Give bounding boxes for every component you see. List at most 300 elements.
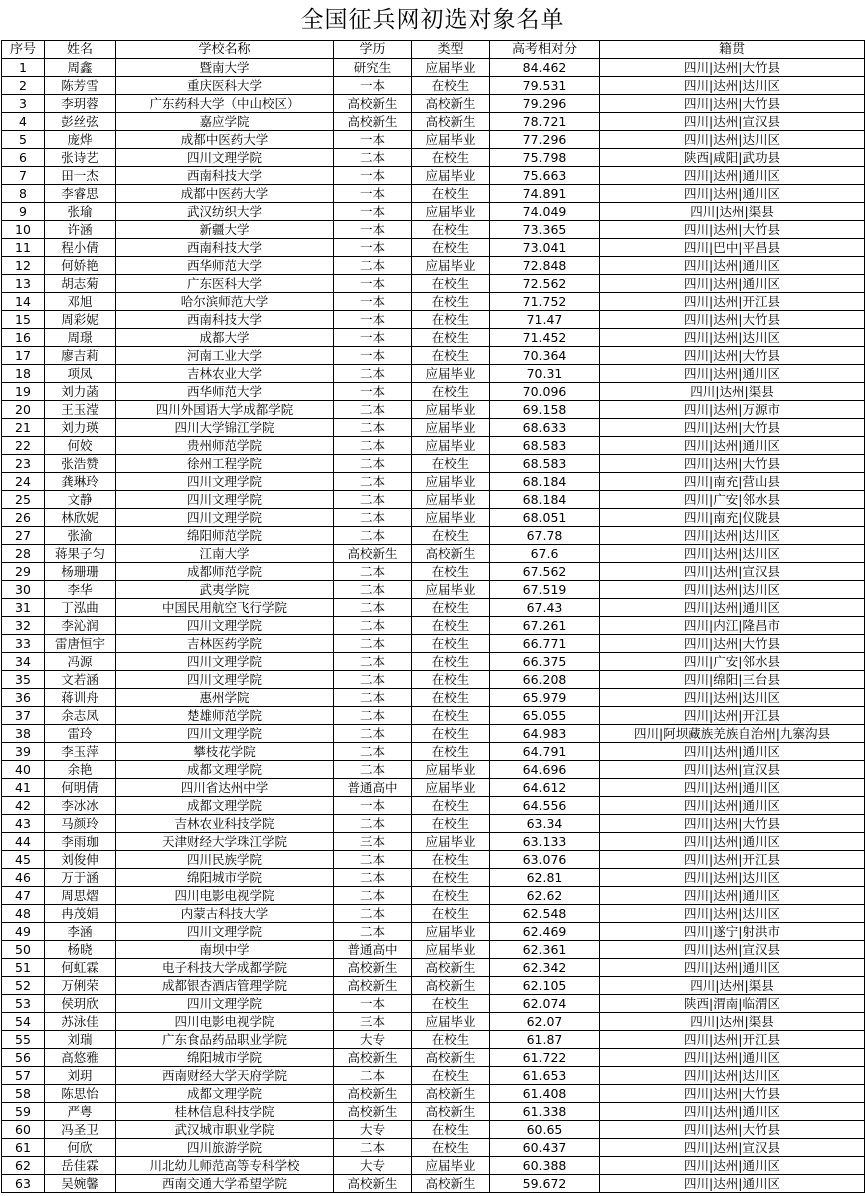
- cell-name: 冉茂娟: [45, 905, 116, 923]
- cell-education: 普通高中: [334, 779, 412, 797]
- cell-school: 川北幼儿师范高等专科学校: [116, 1157, 334, 1175]
- cell-education: 二本: [334, 887, 412, 905]
- header-hometown: 籍贯: [600, 41, 865, 59]
- cell-hometown: 四川|达州|大竹县: [600, 95, 865, 113]
- cell-score: 66.208: [490, 671, 600, 689]
- cell-school: 四川文理学院: [116, 995, 334, 1013]
- cell-school: 西南科技大学: [116, 239, 334, 257]
- table-row: [2, 995, 865, 1013]
- header-index: 序号: [2, 41, 45, 59]
- table-row: [2, 1157, 865, 1175]
- cell-index: 29: [2, 563, 45, 581]
- cell-type: 在校生: [412, 1139, 490, 1157]
- cell-index: 35: [2, 671, 45, 689]
- cell-index: 45: [2, 851, 45, 869]
- cell-score: 84.462: [490, 59, 600, 77]
- cell-hometown: 四川|达州|宣汉县: [600, 941, 865, 959]
- cell-score: 78.721: [490, 113, 600, 131]
- cell-name: 许涵: [45, 221, 116, 239]
- cell-score: 75.798: [490, 149, 600, 167]
- cell-school: 桂林信息科技学院: [116, 1103, 334, 1121]
- cell-hometown: 四川|达州|大竹县: [600, 815, 865, 833]
- cell-name: 何明倩: [45, 779, 116, 797]
- cell-hometown: 四川|阿坝藏族羌族自治州|九寨沟县: [600, 725, 865, 743]
- cell-hometown: 四川|达州|大竹县: [600, 455, 865, 473]
- cell-score: 73.365: [490, 221, 600, 239]
- cell-hometown: 四川|达州|通川区: [600, 959, 865, 977]
- cell-index: 38: [2, 725, 45, 743]
- cell-index: 25: [2, 491, 45, 509]
- cell-education: 二本: [334, 743, 412, 761]
- cell-education: 大专: [334, 1157, 412, 1175]
- cell-hometown: 四川|达州|达川区: [600, 905, 865, 923]
- cell-score: 65.055: [490, 707, 600, 725]
- cell-type: 在校生: [412, 851, 490, 869]
- cell-school: 惠州学院: [116, 689, 334, 707]
- cell-type: 在校生: [412, 995, 490, 1013]
- cell-index: 27: [2, 527, 45, 545]
- cell-index: 37: [2, 707, 45, 725]
- cell-name: 李玥蓉: [45, 95, 116, 113]
- cell-hometown: 陕西|咸阳|武功县: [600, 149, 865, 167]
- cell-index: 51: [2, 959, 45, 977]
- cell-type: 在校生: [412, 707, 490, 725]
- candidate-table: [1, 40, 865, 1193]
- table-row: [2, 77, 865, 95]
- cell-school: 楚雄师范学院: [116, 707, 334, 725]
- cell-school: 成都银杏酒店管理学院: [116, 977, 334, 995]
- cell-hometown: 四川|达州|渠县: [600, 977, 865, 995]
- cell-index: 53: [2, 995, 45, 1013]
- cell-education: 一本: [334, 167, 412, 185]
- cell-education: 二本: [334, 365, 412, 383]
- cell-type: 在校生: [412, 527, 490, 545]
- cell-name: 万于涵: [45, 869, 116, 887]
- cell-education: 二本: [334, 671, 412, 689]
- cell-hometown: 四川|达州|达川区: [600, 527, 865, 545]
- cell-education: 高校新生: [334, 1049, 412, 1067]
- cell-index: 48: [2, 905, 45, 923]
- cell-name: 李沁润: [45, 617, 116, 635]
- cell-name: 李冰冰: [45, 797, 116, 815]
- cell-score: 61.87: [490, 1031, 600, 1049]
- cell-score: 62.342: [490, 959, 600, 977]
- cell-education: 二本: [334, 923, 412, 941]
- cell-school: 四川文理学院: [116, 491, 334, 509]
- cell-school: 哈尔滨师范大学: [116, 293, 334, 311]
- cell-type: 应届毕业: [412, 419, 490, 437]
- cell-name: 刘俊伸: [45, 851, 116, 869]
- table-row: [2, 1085, 865, 1103]
- cell-hometown: 四川|达州|达川区: [600, 689, 865, 707]
- cell-type: 高校新生: [412, 959, 490, 977]
- cell-score: 64.556: [490, 797, 600, 815]
- cell-hometown: 四川|达州|达川区: [600, 131, 865, 149]
- cell-hometown: 四川|达州|通川区: [600, 365, 865, 383]
- cell-score: 71.452: [490, 329, 600, 347]
- cell-school: 绵阳师范学院: [116, 527, 334, 545]
- cell-index: 30: [2, 581, 45, 599]
- cell-name: 周璟: [45, 329, 116, 347]
- cell-score: 61.338: [490, 1103, 600, 1121]
- cell-type: 应届毕业: [412, 509, 490, 527]
- cell-type: 应届毕业: [412, 257, 490, 275]
- cell-name: 李华: [45, 581, 116, 599]
- cell-index: 1: [2, 59, 45, 77]
- table-row: [2, 347, 865, 365]
- cell-index: 16: [2, 329, 45, 347]
- cell-score: 65.979: [490, 689, 600, 707]
- cell-type: 在校生: [412, 617, 490, 635]
- cell-education: 高校新生: [334, 545, 412, 563]
- cell-index: 5: [2, 131, 45, 149]
- cell-education: 高校新生: [334, 113, 412, 131]
- table-row: [2, 923, 865, 941]
- cell-index: 14: [2, 293, 45, 311]
- cell-school: 成都中医药大学: [116, 131, 334, 149]
- cell-education: 一本: [334, 995, 412, 1013]
- cell-name: 刘瑞: [45, 1031, 116, 1049]
- cell-school: 西南交通大学希望学院: [116, 1175, 334, 1193]
- cell-name: 雷唐恒宇: [45, 635, 116, 653]
- cell-school: 贵州师范学院: [116, 437, 334, 455]
- cell-score: 67.78: [490, 527, 600, 545]
- cell-index: 39: [2, 743, 45, 761]
- cell-school: 西华师范大学: [116, 257, 334, 275]
- cell-type: 应届毕业: [412, 761, 490, 779]
- cell-education: 二本: [334, 617, 412, 635]
- cell-school: 四川旅游学院: [116, 1139, 334, 1157]
- cell-type: 在校生: [412, 905, 490, 923]
- cell-name: 刘力瑛: [45, 419, 116, 437]
- table-row: [2, 545, 865, 563]
- cell-education: 二本: [334, 761, 412, 779]
- cell-index: 36: [2, 689, 45, 707]
- cell-school: 绵阳城市学院: [116, 869, 334, 887]
- cell-type: 应届毕业: [412, 401, 490, 419]
- cell-type: 在校生: [412, 653, 490, 671]
- cell-education: 二本: [334, 581, 412, 599]
- cell-score: 60.65: [490, 1121, 600, 1139]
- cell-score: 62.62: [490, 887, 600, 905]
- cell-name: 杨珊珊: [45, 563, 116, 581]
- cell-type: 在校生: [412, 347, 490, 365]
- cell-education: 二本: [334, 905, 412, 923]
- cell-education: 一本: [334, 77, 412, 95]
- table-row: [2, 167, 865, 185]
- cell-name: 余志凤: [45, 707, 116, 725]
- cell-name: 高悠雅: [45, 1049, 116, 1067]
- cell-education: 二本: [334, 509, 412, 527]
- cell-type: 在校生: [412, 563, 490, 581]
- cell-name: 何欣: [45, 1139, 116, 1157]
- cell-hometown: 四川|达州|大竹县: [600, 1085, 865, 1103]
- cell-hometown: 四川|达州|通川区: [600, 1103, 865, 1121]
- cell-education: 一本: [334, 347, 412, 365]
- cell-hometown: 四川|达州|大竹县: [600, 311, 865, 329]
- cell-name: 项凤: [45, 365, 116, 383]
- table-row: [2, 617, 865, 635]
- cell-education: 一本: [334, 311, 412, 329]
- cell-score: 59.672: [490, 1175, 600, 1193]
- cell-school: 成都文理学院: [116, 1085, 334, 1103]
- cell-school: 四川大学锦江学院: [116, 419, 334, 437]
- cell-hometown: 四川|达州|达川区: [600, 77, 865, 95]
- cell-education: 高校新生: [334, 959, 412, 977]
- cell-index: 59: [2, 1103, 45, 1121]
- cell-type: 在校生: [412, 671, 490, 689]
- cell-name: 王玉滢: [45, 401, 116, 419]
- cell-type: 在校生: [412, 239, 490, 257]
- cell-type: 在校生: [412, 635, 490, 653]
- table-row: [2, 977, 865, 995]
- cell-score: 68.184: [490, 473, 600, 491]
- table-row: [2, 239, 865, 257]
- cell-school: 徐州工程学院: [116, 455, 334, 473]
- cell-education: 高校新生: [334, 1085, 412, 1103]
- cell-hometown: 四川|达州|通川区: [600, 743, 865, 761]
- table-row: [2, 671, 865, 689]
- cell-index: 12: [2, 257, 45, 275]
- cell-hometown: 四川|达州|通川区: [600, 257, 865, 275]
- cell-index: 21: [2, 419, 45, 437]
- cell-hometown: 四川|绵阳|三台县: [600, 671, 865, 689]
- cell-score: 73.041: [490, 239, 600, 257]
- cell-score: 77.296: [490, 131, 600, 149]
- cell-hometown: 四川|达州|通川区: [600, 437, 865, 455]
- cell-hometown: 四川|达州|通川区: [600, 779, 865, 797]
- cell-score: 64.612: [490, 779, 600, 797]
- cell-type: 在校生: [412, 725, 490, 743]
- cell-type: 在校生: [412, 275, 490, 293]
- cell-type: 在校生: [412, 1121, 490, 1139]
- cell-hometown: 四川|达州|宣汉县: [600, 1139, 865, 1157]
- cell-score: 62.105: [490, 977, 600, 995]
- cell-score: 67.261: [490, 617, 600, 635]
- cell-index: 23: [2, 455, 45, 473]
- cell-index: 26: [2, 509, 45, 527]
- cell-type: 高校新生: [412, 1049, 490, 1067]
- cell-school: 吉林医药学院: [116, 635, 334, 653]
- cell-type: 应届毕业: [412, 941, 490, 959]
- cell-school: 成都大学: [116, 329, 334, 347]
- cell-type: 应届毕业: [412, 203, 490, 221]
- cell-index: 46: [2, 869, 45, 887]
- cell-name: 李睿思: [45, 185, 116, 203]
- table-row: [2, 491, 865, 509]
- table-row: [2, 887, 865, 905]
- cell-score: 68.184: [490, 491, 600, 509]
- cell-type: 在校生: [412, 869, 490, 887]
- cell-school: 成都中医药大学: [116, 185, 334, 203]
- cell-type: 应届毕业: [412, 1157, 490, 1175]
- cell-index: 42: [2, 797, 45, 815]
- cell-score: 62.074: [490, 995, 600, 1013]
- table-row: [2, 581, 865, 599]
- cell-education: 二本: [334, 725, 412, 743]
- cell-hometown: 四川|巴中|平昌县: [600, 239, 865, 257]
- cell-name: 张诗艺: [45, 149, 116, 167]
- cell-school: 四川文理学院: [116, 509, 334, 527]
- cell-name: 冯圣卫: [45, 1121, 116, 1139]
- cell-score: 63.076: [490, 851, 600, 869]
- cell-school: 绵阳城市学院: [116, 1049, 334, 1067]
- cell-index: 57: [2, 1067, 45, 1085]
- cell-index: 34: [2, 653, 45, 671]
- table-row: [2, 941, 865, 959]
- cell-hometown: 四川|达州|通川区: [600, 167, 865, 185]
- cell-school: 广东食品药品职业学院: [116, 1031, 334, 1049]
- cell-hometown: 四川|遂宁|射洪市: [600, 923, 865, 941]
- cell-hometown: 四川|达州|开江县: [600, 707, 865, 725]
- cell-index: 50: [2, 941, 45, 959]
- cell-education: 普通高中: [334, 941, 412, 959]
- cell-education: 一本: [334, 203, 412, 221]
- cell-education: 一本: [334, 797, 412, 815]
- cell-education: 一本: [334, 293, 412, 311]
- cell-type: 在校生: [412, 815, 490, 833]
- cell-index: 60: [2, 1121, 45, 1139]
- cell-hometown: 四川|达州|通川区: [600, 599, 865, 617]
- cell-education: 二本: [334, 527, 412, 545]
- cell-hometown: 四川|南充|营山县: [600, 473, 865, 491]
- cell-school: 四川电影电视学院: [116, 1013, 334, 1031]
- table-row: [2, 743, 865, 761]
- cell-education: 研究生: [334, 59, 412, 77]
- cell-index: 54: [2, 1013, 45, 1031]
- cell-school: 西南科技大学: [116, 311, 334, 329]
- cell-type: 应届毕业: [412, 473, 490, 491]
- cell-school: 武汉城市职业学院: [116, 1121, 334, 1139]
- cell-name: 雷玲: [45, 725, 116, 743]
- cell-hometown: 四川|达州|通川区: [600, 275, 865, 293]
- cell-index: 55: [2, 1031, 45, 1049]
- cell-name: 余艳: [45, 761, 116, 779]
- cell-hometown: 四川|达州|宣汉县: [600, 563, 865, 581]
- cell-name: 彭丝弦: [45, 113, 116, 131]
- cell-hometown: 四川|达州|大竹县: [600, 59, 865, 77]
- cell-hometown: 四川|达州|大竹县: [600, 221, 865, 239]
- cell-score: 64.983: [490, 725, 600, 743]
- cell-education: 二本: [334, 257, 412, 275]
- cell-name: 岳佳霖: [45, 1157, 116, 1175]
- table-row: [2, 509, 865, 527]
- cell-education: 二本: [334, 1139, 412, 1157]
- cell-school: 四川外国语大学成都学院: [116, 401, 334, 419]
- cell-education: 二本: [334, 149, 412, 167]
- cell-score: 61.408: [490, 1085, 600, 1103]
- cell-name: 庞烨: [45, 131, 116, 149]
- header-education: 学历: [334, 41, 412, 59]
- table-row: [2, 725, 865, 743]
- cell-index: 4: [2, 113, 45, 131]
- cell-education: 三本: [334, 1013, 412, 1031]
- table-row: [2, 635, 865, 653]
- cell-hometown: 四川|达州|开江县: [600, 851, 865, 869]
- cell-school: 四川文理学院: [116, 653, 334, 671]
- cell-index: 28: [2, 545, 45, 563]
- cell-score: 74.049: [490, 203, 600, 221]
- table-row: [2, 653, 865, 671]
- cell-index: 7: [2, 167, 45, 185]
- cell-education: 大专: [334, 1121, 412, 1139]
- table-row: [2, 311, 865, 329]
- table-row: [2, 1175, 865, 1193]
- table-row: [2, 1013, 865, 1031]
- cell-education: 二本: [334, 707, 412, 725]
- cell-index: 9: [2, 203, 45, 221]
- cell-school: 吉林农业大学: [116, 365, 334, 383]
- cell-education: 大专: [334, 1031, 412, 1049]
- cell-name: 杨晓: [45, 941, 116, 959]
- table-row: [2, 1103, 865, 1121]
- cell-school: 四川民族学院: [116, 851, 334, 869]
- cell-type: 应届毕业: [412, 59, 490, 77]
- table-row: [2, 707, 865, 725]
- cell-school: 成都师范学院: [116, 563, 334, 581]
- cell-hometown: 四川|内江|隆昌市: [600, 617, 865, 635]
- cell-type: 在校生: [412, 221, 490, 239]
- table-row: [2, 815, 865, 833]
- cell-education: 二本: [334, 473, 412, 491]
- cell-index: 47: [2, 887, 45, 905]
- cell-score: 64.791: [490, 743, 600, 761]
- cell-hometown: 四川|达州|通川区: [600, 1175, 865, 1193]
- table-row: [2, 1139, 865, 1157]
- cell-score: 68.583: [490, 455, 600, 473]
- cell-hometown: 四川|南充|仪陇县: [600, 509, 865, 527]
- cell-type: 在校生: [412, 887, 490, 905]
- cell-school: 武夷学院: [116, 581, 334, 599]
- cell-score: 75.663: [490, 167, 600, 185]
- cell-score: 66.771: [490, 635, 600, 653]
- cell-school: 天津财经大学珠江学院: [116, 833, 334, 851]
- cell-score: 61.722: [490, 1049, 600, 1067]
- cell-score: 64.696: [490, 761, 600, 779]
- cell-type: 应届毕业: [412, 779, 490, 797]
- cell-name: 周鑫: [45, 59, 116, 77]
- cell-index: 49: [2, 923, 45, 941]
- cell-score: 70.31: [490, 365, 600, 383]
- cell-name: 何虹霖: [45, 959, 116, 977]
- cell-index: 15: [2, 311, 45, 329]
- table-row: [2, 1031, 865, 1049]
- table-row: [2, 761, 865, 779]
- cell-school: 四川文理学院: [116, 671, 334, 689]
- cell-name: 胡志菊: [45, 275, 116, 293]
- cell-school: 四川文理学院: [116, 473, 334, 491]
- cell-education: 二本: [334, 653, 412, 671]
- cell-school: 暨南大学: [116, 59, 334, 77]
- cell-school: 江南大学: [116, 545, 334, 563]
- cell-score: 60.437: [490, 1139, 600, 1157]
- table-row: [2, 455, 865, 473]
- cell-education: 一本: [334, 383, 412, 401]
- cell-name: 刘力菡: [45, 383, 116, 401]
- table-row: [2, 113, 865, 131]
- cell-type: 应届毕业: [412, 167, 490, 185]
- cell-school: 嘉应学院: [116, 113, 334, 131]
- cell-school: 成都文理学院: [116, 761, 334, 779]
- cell-education: 二本: [334, 689, 412, 707]
- cell-name: 张瑜: [45, 203, 116, 221]
- cell-score: 68.583: [490, 437, 600, 455]
- cell-score: 62.469: [490, 923, 600, 941]
- cell-name: 文若涵: [45, 671, 116, 689]
- cell-hometown: 四川|达州|通川区: [600, 1049, 865, 1067]
- cell-school: 吉林农业科技学院: [116, 815, 334, 833]
- cell-index: 52: [2, 977, 45, 995]
